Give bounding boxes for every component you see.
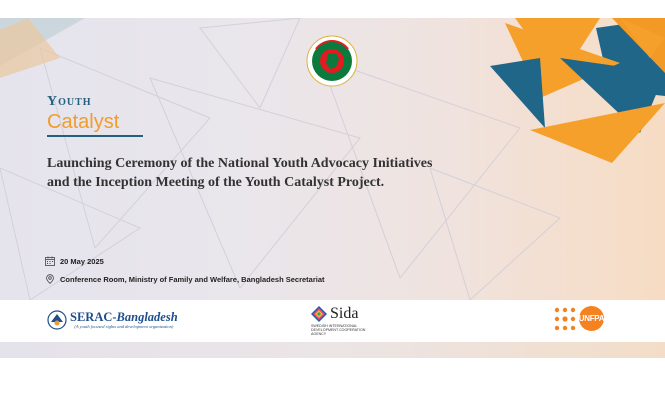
event-title xyxy=(47,154,517,192)
government-emblem-icon xyxy=(306,35,358,87)
event-venue-row xyxy=(45,274,325,284)
sida-subtitle-line-1: SWEDISH INTERNATIONAL xyxy=(311,324,358,328)
event-venue: Conference Room, Ministry of Family and Welfare, Bangladesh Secretariat xyxy=(60,274,325,284)
unfpa-name: UNFPA xyxy=(579,306,604,331)
logo-youth-text: Youth xyxy=(47,94,92,109)
event-date: 20 May 2025 xyxy=(60,256,104,266)
serac-country: Bangladesh xyxy=(116,310,178,324)
sida-mark-icon xyxy=(311,306,327,322)
serac-name: SERAC- xyxy=(70,310,117,324)
partner-logo-strip xyxy=(0,300,665,342)
event-banner xyxy=(0,18,665,300)
bottom-decorative-band xyxy=(0,342,665,358)
sida-logo xyxy=(311,305,381,336)
logo-catalyst-text: Catalyst xyxy=(47,111,120,133)
serac-tagline: (A youth focused rights and development organization) xyxy=(74,324,174,329)
serac-bangladesh-logo xyxy=(47,310,178,330)
event-date-row xyxy=(45,256,104,266)
calendar-icon xyxy=(45,256,55,266)
youth-catalyst-logo xyxy=(47,93,143,137)
event-title-line-1: Launching Ceremony of the National Youth Advocacy Initiatives xyxy=(47,156,433,171)
event-title-line-2: and the Inception Meeting of the Youth Catalyst Project. xyxy=(47,175,385,190)
unfpa-logo xyxy=(554,306,604,331)
sida-name: Sida xyxy=(330,305,359,322)
unfpa-dots-icon xyxy=(554,307,576,331)
logo-underline xyxy=(47,135,143,137)
location-pin-icon xyxy=(45,274,55,284)
sida-subtitle-line-2: DEVELOPMENT COOPERATION AGENCY xyxy=(311,328,366,336)
serac-emblem-icon xyxy=(47,310,67,330)
